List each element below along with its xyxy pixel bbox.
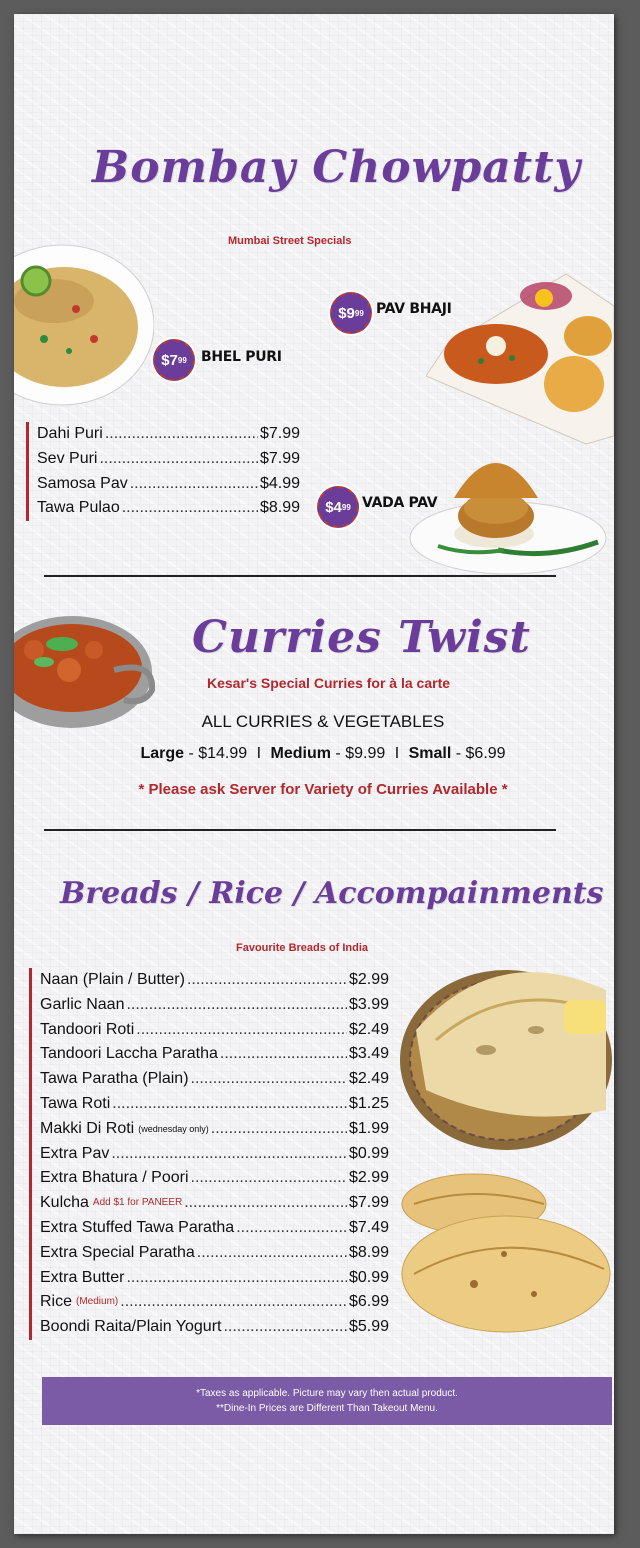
footer-banner — [42, 1377, 612, 1425]
list-item: Tandoori Laccha Paratha ..... $3.49 — [40, 1042, 389, 1067]
vada-pav-image — [408, 438, 608, 578]
list-item: Makki Di Roti (wednesday only) ..... $1.99 — [40, 1117, 389, 1142]
list-item: Sev Puri ..... $7.99 — [37, 447, 300, 472]
list-item: Extra Bhatura / Poori ..... $2.99 — [40, 1166, 389, 1191]
list-item: Tandoori Roti ..... $2.49 — [40, 1018, 389, 1043]
list-item: Dahi Puri ..... $7.99 — [37, 422, 300, 447]
section-divider — [44, 829, 556, 831]
section-title-curries-twist: Curries Twist — [192, 612, 531, 663]
breads-list — [29, 968, 389, 1340]
list-item: Samosa Pav ..... $4.99 — [37, 472, 300, 497]
curries-heading: ALL CURRIES & VEGETABLES — [201, 712, 445, 731]
vada-pav-label: VADA PAV — [362, 495, 438, 511]
list-item: Tawa Roti ..... $1.25 — [40, 1092, 389, 1117]
section-subtitle-breads: Favourite Breads of India — [236, 942, 369, 954]
section-title-breads-rice: Breads / Rice / Accompainments — [60, 876, 604, 911]
list-item: Tawa Paratha (Plain) ..... $2.49 — [40, 1067, 389, 1092]
list-item: Extra Stuffed Tawa Paratha ..... $7.49 — [40, 1216, 389, 1241]
size-large-label: Large — [140, 745, 185, 762]
vada-pav-price-badge: $4 99 — [317, 486, 359, 528]
size-medium-price: $9.99 — [345, 745, 386, 762]
curry-size-prices: Large - $14.99 I Medium - $9.99 I Small - $6.99 — [140, 745, 506, 762]
size-small-label: Small — [408, 745, 452, 762]
paratha-image — [394, 1164, 612, 1344]
list-item: Tawa Pulao ..... $8.99 — [37, 496, 300, 521]
list-item: Extra Butter ..... $0.99 — [40, 1266, 389, 1291]
section-subtitle-street-specials: Mumbai Street Specials — [228, 235, 352, 247]
size-small-price: $6.99 — [465, 745, 506, 762]
list-item: Rice (Medium) ..... $6.99 — [40, 1290, 389, 1315]
pav-bhaji-price-badge: $9 99 — [330, 292, 372, 334]
section-subtitle-curries: Kesar's Special Curries for à la carte — [207, 675, 451, 691]
separator: I — [256, 745, 262, 762]
bhel-puri-image — [14, 239, 154, 409]
section-divider — [44, 575, 556, 577]
list-item: Kulcha Add $1 for PANEER ..... $7.99 — [40, 1191, 389, 1216]
bhel-puri-label: BHEL PURI — [201, 349, 282, 365]
naan-basket-image — [396, 940, 614, 1160]
list-item: Garlic Naan ..... $3.99 — [40, 993, 389, 1018]
footer-dine-in-note: **Dine-In Prices are Different Than Takeout Menu. — [216, 1403, 438, 1414]
size-medium-label: Medium — [270, 745, 331, 762]
section-title-bombay-chowpatty: Bombay Chowpatty — [92, 142, 581, 193]
list-item: Extra Pav ..... $0.99 — [40, 1142, 389, 1167]
footer-tax-note: *Taxes as applicable. Picture may vary then actual product. — [196, 1388, 458, 1399]
street-specials-list — [26, 422, 300, 521]
list-item: Naan (Plain / Butter) ..... $2.99 — [40, 968, 389, 993]
pav-bhaji-image — [426, 266, 614, 446]
separator: I — [394, 745, 400, 762]
bhel-puri-price-badge: $7 99 — [153, 339, 195, 381]
size-large-price: $14.99 — [198, 745, 248, 762]
pav-bhaji-label: PAV BHAJI — [376, 301, 452, 317]
menu-page — [14, 14, 614, 1534]
list-item: Boondi Raita/Plain Yogurt ..... $5.99 — [40, 1315, 389, 1340]
curries-availability-note: * Please ask Server for Variety of Curries Available * — [138, 781, 508, 798]
list-item: Extra Special Paratha ..... $8.99 — [40, 1241, 389, 1266]
